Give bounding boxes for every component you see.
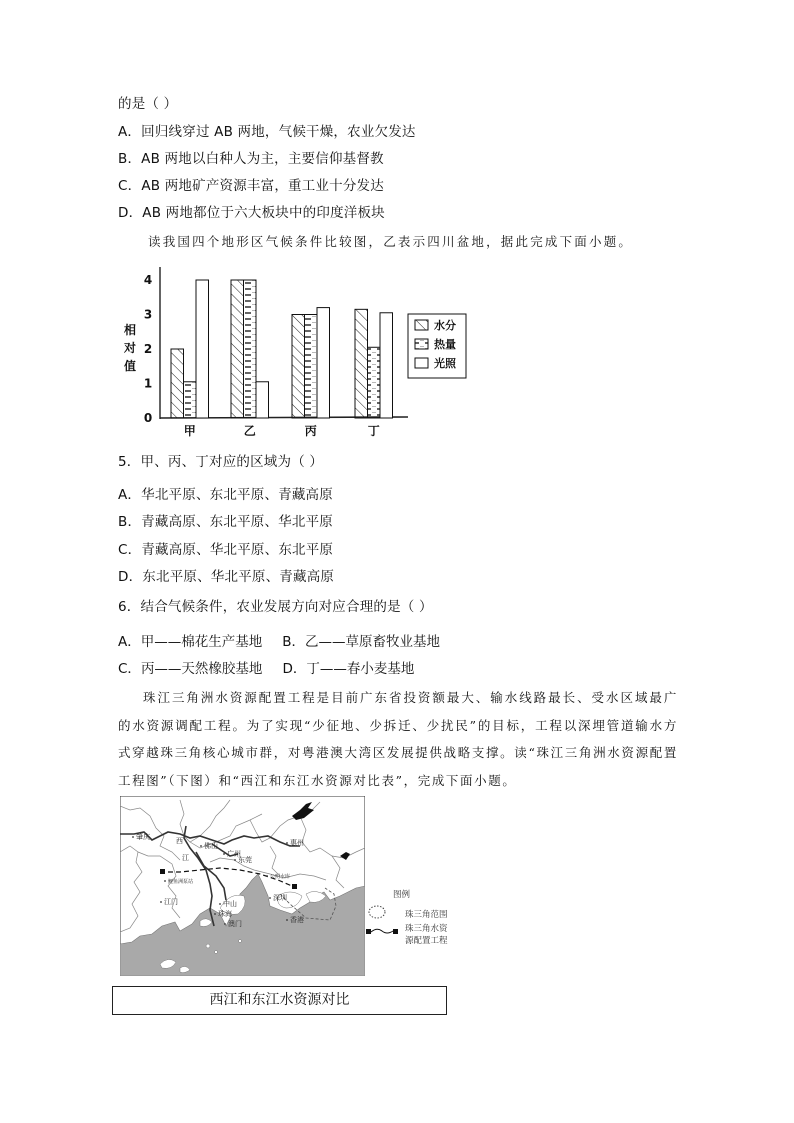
map-label-zhaoqing: 肇庆 [136,833,150,841]
bar-热量 [184,382,197,418]
option-a [118,123,416,141]
map-legend-prd-range: 珠三角范围 [405,910,448,920]
chart-bars [171,280,393,418]
legend-label: 热量 [434,338,456,351]
map-label-zhongshan: 中山 [223,900,237,908]
map-label-jiang: 江 [182,854,189,862]
map-label-hongkong: 香港 [290,916,304,924]
option-text: 回归线穿过 AB 两地，气候干燥，农业欠发达 [141,124,416,140]
q5-option-c [118,541,333,559]
dotted-circle-icon [367,904,389,920]
q6-option-b: 乙——草原畜牧业基地 [305,634,441,650]
q6-option-a: 甲——棉花生产基地 [140,634,263,650]
q6-options-row-2 [118,660,414,678]
option-letter: C． [118,661,141,677]
option-letter: C． [118,178,142,194]
map-label-gongming: 公明水库 [270,874,291,880]
option-letter: A． [118,487,142,503]
pipeline-icon [365,926,401,938]
y-axis-label-char: 值 [123,359,137,373]
map-label-jiangmen: 江门 [164,898,178,906]
option-d [118,204,385,222]
legend-label: 光照 [434,357,456,370]
question-stem-tail: 的是（ ） [118,96,178,112]
chart-legend [408,314,466,378]
x-tick-label: 丁 [367,424,380,438]
option-letter: D． [282,661,307,677]
legend-swatch [415,358,428,368]
question-6-stem: 6．结合气候条件，农业发展方向对应合理的是（ ） [118,599,433,615]
map-label-shenzhen: 深圳 [273,894,287,902]
map-label-huizhou: 惠州 [290,839,304,847]
option-letter: B． [118,514,142,530]
bar-光照 [317,308,330,418]
x-tick-label: 乙 [243,424,256,438]
chart-intro: 读我国四个地形区气候条件比较图，乙表示四川盆地，据此完成下面小题。 [148,234,634,249]
pearl-river-delta-map [120,796,365,976]
bar-水分 [292,315,305,419]
y-tick-label: 3 [143,307,153,322]
x-tick-label: 丙 [304,424,317,438]
q5-option-b [118,513,333,531]
y-axis-label-char: 对 [123,341,137,355]
bar-水分 [171,349,184,418]
map-legend [365,888,465,950]
map-label-guangzhou: 广州 [227,850,241,858]
map-label-macau: 澳门 [228,920,242,928]
option-letter: B． [118,151,142,167]
q6-option-c: 丙——天然橡胶基地 [140,661,263,677]
option-letter: B． [282,634,306,650]
map-label-foshan: 佛山 [204,842,218,850]
map-label-xi: 西 [176,837,183,845]
option-text: 青藏高原、华北平原、东北平原 [141,542,334,558]
map-label-dongguan: 东莞 [238,856,252,864]
y-axis-label-char: 相 [123,323,137,337]
bar-热量 [305,315,318,419]
option-letter: A． [118,124,142,140]
option-letter: D． [118,205,143,221]
bar-光照 [256,382,269,418]
map-intro-paragraph: 珠江三角洲水资源配置工程是目前广东省投资额最大、输水线路最长、受水区域最广的水资源调配工程。为了实现“少征地、少拆迁、少扰民”的目标，工程以深埋管道输水方式穿越珠三角核心城市群，对粤港澳大湾区发展提供战略支撑。读“珠江三角洲水资源配置工程图”（下图）和“西江和东江水资源对比表”，完成下面小题。 [118,690,678,788]
y-tick-label: 0 [143,411,153,425]
option-text: 青藏高原、东北平原、华北平原 [141,514,333,530]
option-letter: A． [118,634,141,650]
climate-bar-chart [110,262,480,442]
bar-光照 [196,280,209,418]
y-tick-label: 1 [143,376,153,391]
option-letter: D． [118,569,143,585]
legend-swatch [415,339,428,349]
map-label-zhuhai: 珠海 [218,910,232,918]
option-text: AB 两地矿产资源丰富，重工业十分发达 [141,178,384,194]
option-text: AB 两地都位于六大板块中的印度洋板块 [142,205,385,221]
y-tick-labels [144,273,152,425]
y-axis-label [123,322,136,373]
table-title: 西江和东江水资源对比 [112,986,447,1015]
option-c [118,177,384,195]
option-b [118,150,384,168]
x-tick-label: 甲 [183,424,196,438]
bar-热量 [368,347,381,418]
q6-option-d: 丁——春小麦基地 [306,661,415,677]
y-tick-label: 2 [143,342,153,356]
x-tick-labels [184,423,380,438]
q6-options-row-1 [118,633,440,651]
bar-光照 [380,313,393,418]
y-tick-label: 4 [143,273,153,287]
map-legend-pipeline-line1: 珠三角水资 [405,924,448,934]
legend-swatch [415,320,428,330]
option-letter: C． [118,542,142,558]
option-text: 华北平原、东北平原、青藏高原 [141,487,333,503]
map-legend-pipeline-line2: 源配置工程 [405,936,448,946]
option-text: 东北平原、华北平原、青藏高原 [142,569,335,585]
option-text: AB 两地以白种人为主，主要信仰基督教 [141,151,384,167]
bar-水分 [355,309,368,418]
bar-热量 [244,280,257,418]
map-legend-title: 图例 [393,890,411,900]
question-5-stem: 5．甲、丙、丁对应的区域为（ ） [118,454,324,470]
map-label-liyuzhou: 鲤鱼洲泵站 [168,879,194,885]
bar-水分 [231,280,244,418]
q5-option-a [118,486,333,504]
legend-label: 水分 [434,319,456,332]
q5-option-d [118,568,334,586]
